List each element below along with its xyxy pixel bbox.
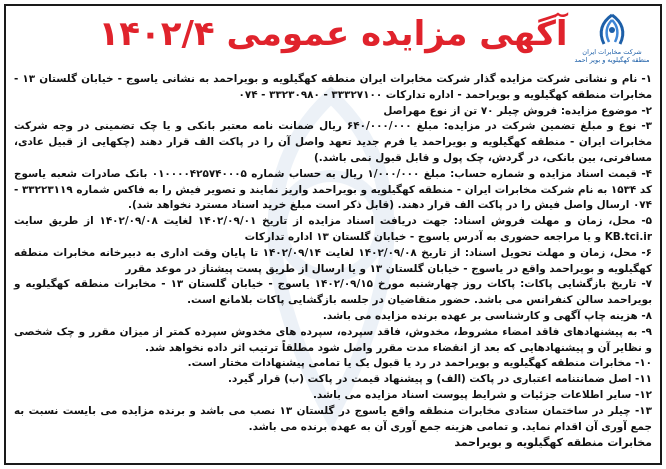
item-7: ۷- تاریخ بازگشایی پاکات: پاکات روز چهارشنبه مورخ ۱۴۰۲/۰۹/۱۵ یاسوج - خیابان گلستان ۱۳ - مخابرات منطقه کهگیلویه و بویراحمد سالن کنفرانس می باشد. حضور متقاضیان در جلسه بازگشایی پاکات بلامانع است.: [14, 278, 652, 307]
header: [6, 6, 660, 72]
item-10: ۱۰- مخابرات منطقه کهگیلویه و بویراحمد در رد یا قبول یک یا تمامی پیشنهادات مختار است.: [187, 357, 652, 370]
logo-region-name: منطقه کهگیلویه و بویر احمد: [574, 56, 650, 64]
item-6: ۶- محل، زمان و مهلت تحویل اسناد: از تاریخ ۱۴۰۲/۰۹/۰۸ لغایت ۱۴۰۲/۰۹/۱۴ تا پایان وقت اداری به دبیرخانه مخابرات منطقه کهگیلویه و بویراحمد واقع در یاسوج - خیابان گلستان ۱۳ و یا ارسال از طریق پست پیشتاز در موعد مقرر: [14, 246, 652, 275]
item-3: ۳- نوع و مبلغ تضمین شرکت در مزایده: مبلغ ۶۴۰/۰۰۰/۰۰۰ ریال ضمانت نامه معتبر بانکی و یا چک تضمینی در وجه شرکت مخابرات ایران - منطقه کهگیلویه و بویراحمد یا فرم جدید تعهد واصل آن را در پاکت الف قرار دهند (چکهایی از قبیل عادی، مسافرتی، بین بانکی، در گردش، چک پول و قابل قبول نمی باشد.): [14, 120, 652, 164]
item-4: ۴- قیمت اسناد مزایده و شماره حساب: مبلغ ۱/۰۰۰/۰۰۰ ریال به حساب شماره ۰۱۰۰۰۰۴۲۵۷۴۰۰۰۵ بانک صادرات شعبه یاسوج کد ۱۵۳۴ به نام شرکت مخابرات ایران - منطقه کهگیلویه و بویراحمد واریز نمایند و تصویر فیش را به فاکس شماره ۳۳۲۲۳۱۱۹ - ۰۷۴ ارسال واصل فیش را در پاکت الف قرار دهند. (قابل ذکر است مبلغ خرید اسناد مسترد نخواهد شد).: [14, 167, 652, 212]
item-2: ۲- موضوع مزایده: فروش چیلر ۷۰ تن از نوع مهراصل: [383, 104, 652, 117]
item-8: ۸- هزینه چاپ آگهی و کارشناسی بر عهده برنده مزایده می باشد.: [322, 309, 652, 322]
logo-company-name: شرکت مخابرات ایران: [582, 48, 642, 56]
item-9: ۹- به پیشنهادهای فاقد امضاء مشروط، مخدوش، فاقد سپرده، سپرده های مخدوش سپرده کمتر از میزان مقرر و چک شخصی و نظایر آن و پیشنهادهایی که بعد از انقضاء مدت مقرر واصل شود مطلقاً ترتیب اثر داده نخواهد شد.: [14, 325, 652, 354]
item-5: ۵- محل، زمان و مهلت فروش اسناد: جهت دریافت اسناد مزایده از تاریخ ۱۴۰۲/۰۹/۰۱ لغایت ۱۴۰۲/۰۹/۰۸ از طریق سایت KB.tci.ir و یا مراجعه حضوری به آدرس یاسوج - خیابان گلستان ۱۳ اداره تدارکات: [14, 215, 652, 243]
item-13: ۱۳- چیلر در ساختمان ستادی مخابرات منطقه واقع یاسوج در گلستان ۱۳ نصب می باشد و برنده مزایده می بایست نسبت به جمع آوری آن اقدام نماید. و تمامی هزینه جمع آوری آن به عهده برنده می باشد.: [14, 404, 652, 433]
item-11: ۱۱- اصل ضمانتنامه اعتباری در پاکت (الف) و پیشنهاد قیمت در پاکت (ب) قرار گیرد.: [228, 373, 652, 386]
item-12: ۱۲- سایر اطلاعات جزئیات و شرایط پیوست اسناد مزایده می باشد.: [312, 388, 652, 401]
signature: مخابرات منطقه کهگیلویه و بویراحمد: [454, 436, 652, 450]
ad-frame: [4, 4, 662, 465]
ad-body: [14, 72, 652, 451]
item-1: ۱- نام و نشانی شرکت مزایده گذار شرکت مخابرات ایران منطقه کهگیلویه و بویراحمد به نشانی یاسوج - خیابان گلستان ۱۳ - مخابرات منطقه کهگیلویه و بویراحمد - اداره تدارکات ۳۳۳۲۷۱۰۰ - ۳۳۲۳۰۹۸۰ - ۰۷۴: [14, 73, 652, 101]
ad-title: آگهی مزایده عمومی ۱۴۰۲/۴: [98, 14, 568, 54]
